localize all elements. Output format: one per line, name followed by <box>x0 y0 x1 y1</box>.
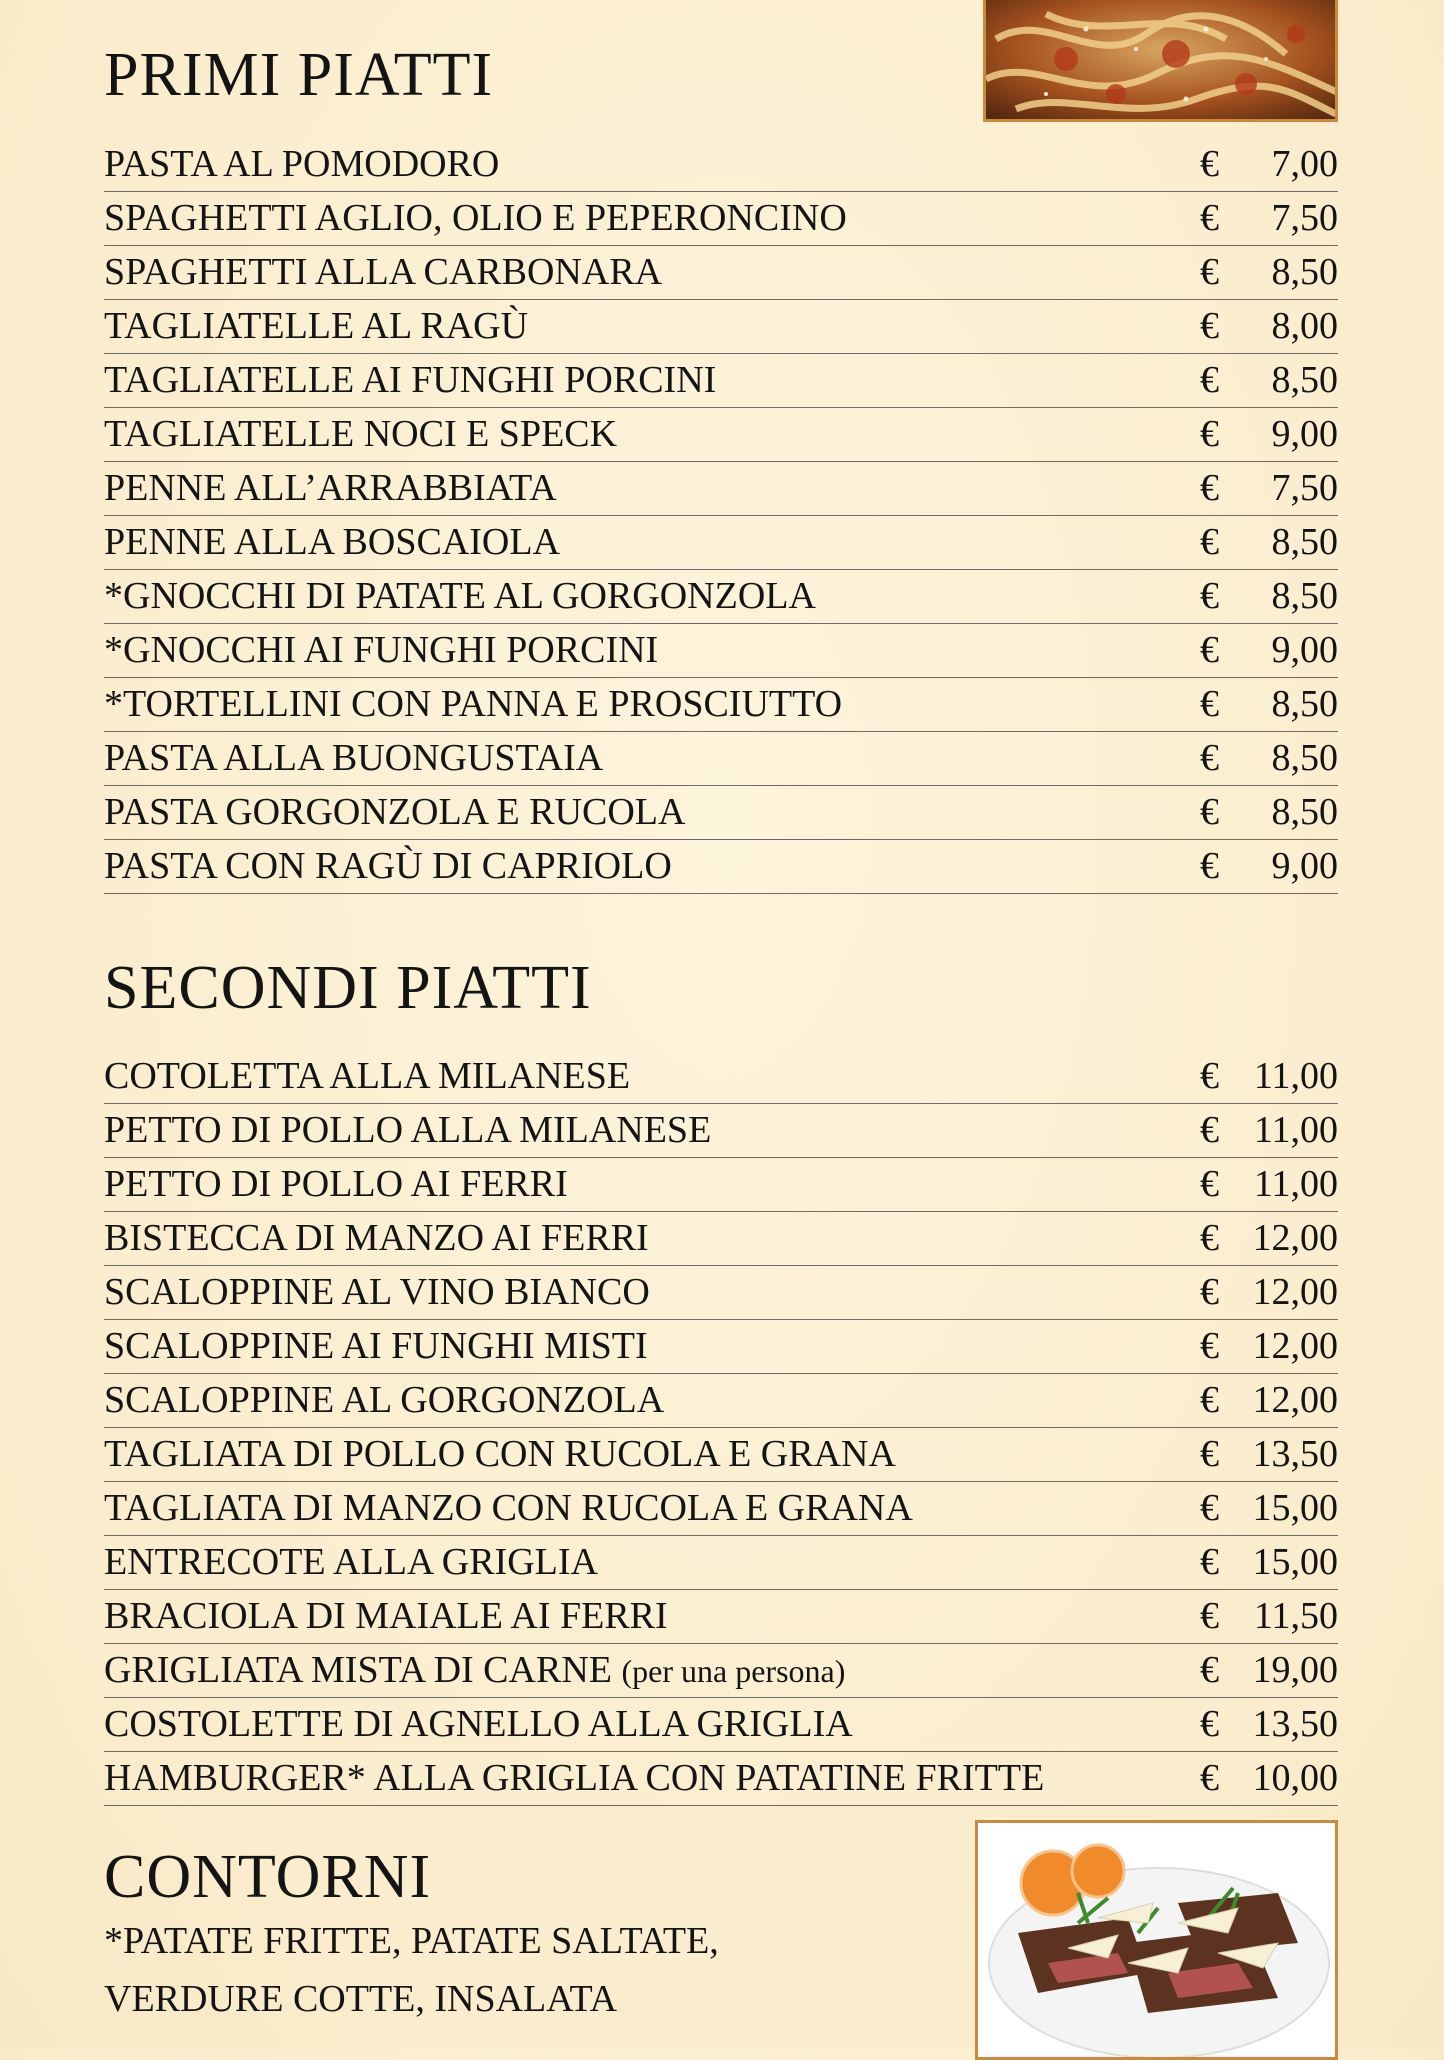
menu-item <box>104 1158 1338 1212</box>
menu-item <box>104 678 1338 732</box>
dish-price: 9,00 <box>1271 413 1338 455</box>
dish-price: 15,00 <box>1252 1541 1338 1583</box>
dish-price: 9,00 <box>1271 845 1338 887</box>
dish-price: 11,50 <box>1253 1595 1338 1637</box>
dish-name: SCALOPPINE AI FUNGHI MISTI <box>104 1325 648 1367</box>
euro-sign: € <box>1200 1703 1219 1745</box>
euro-sign: € <box>1200 1163 1219 1205</box>
dish-name: PENNE ALLA BOSCAIOLA <box>104 521 561 563</box>
dish-price: 8,50 <box>1271 251 1338 293</box>
euro-sign: € <box>1200 629 1219 671</box>
menu-item <box>104 840 1338 894</box>
dish-name: PASTA CON RAGÙ DI CAPRIOLO <box>104 845 672 887</box>
dish-price: 11,00 <box>1253 1055 1338 1097</box>
dish-price: 7,00 <box>1271 143 1338 185</box>
euro-sign: € <box>1200 359 1219 401</box>
dish-name: PASTA GORGONZOLA E RUCOLA <box>104 791 686 833</box>
dish-price: 8,50 <box>1271 359 1338 401</box>
menu-item <box>104 1104 1338 1158</box>
pasta-illustration <box>986 0 1338 122</box>
secondi-title: SECONDI PIATTI <box>104 954 592 1022</box>
dish-price: 12,00 <box>1252 1379 1338 1421</box>
dish-name: BISTECCA DI MANZO AI FERRI <box>104 1217 649 1259</box>
dish-price: 8,50 <box>1271 737 1338 779</box>
dish-name: ENTRECOTE ALLA GRIGLIA <box>104 1541 598 1583</box>
euro-sign: € <box>1200 1217 1219 1259</box>
menu-item <box>104 300 1338 354</box>
euro-sign: € <box>1200 1055 1219 1097</box>
contorni-line-2: VERDURE COTTE, INSALATA <box>104 1978 618 2020</box>
dish-name: SPAGHETTI ALLA CARBONARA <box>104 251 663 293</box>
menu-item <box>104 1320 1338 1374</box>
dish-price: 13,50 <box>1252 1433 1338 1475</box>
euro-sign: € <box>1200 197 1219 239</box>
dish-name: COSTOLETTE DI AGNELLO ALLA GRIGLIA <box>104 1703 853 1745</box>
dish-price: 12,00 <box>1252 1325 1338 1367</box>
pasta-photo <box>983 0 1338 122</box>
dish-name: *GNOCCHI DI PATATE AL GORGONZOLA <box>104 575 816 617</box>
menu-item <box>104 570 1338 624</box>
menu-item <box>104 624 1338 678</box>
dish-price: 8,50 <box>1271 683 1338 725</box>
euro-sign: € <box>1200 143 1219 185</box>
dish-price: 12,00 <box>1252 1217 1338 1259</box>
primi-title: PRIMI PIATTI <box>104 41 494 109</box>
menu-item <box>104 1428 1338 1482</box>
dish-name: *GNOCCHI AI FUNGHI PORCINI <box>104 629 659 671</box>
menu-item <box>104 516 1338 570</box>
dish-name: PASTA AL POMODORO <box>104 143 500 185</box>
secondi-list <box>104 1050 1338 1806</box>
dish-name: TAGLIATA DI POLLO CON RUCOLA E GRANA <box>104 1433 896 1475</box>
menu-item <box>104 1212 1338 1266</box>
dish-name: SCALOPPINE AL GORGONZOLA <box>104 1379 665 1421</box>
dish-price: 10,00 <box>1252 1757 1338 1799</box>
dish-price: 8,50 <box>1271 575 1338 617</box>
dish-name: PETTO DI POLLO ALLA MILANESE <box>104 1109 712 1151</box>
euro-sign: € <box>1200 1379 1219 1421</box>
dish-name: TAGLIATELLE AI FUNGHI PORCINI <box>104 359 717 401</box>
menu-item <box>104 1644 1338 1698</box>
dish-name-text: GRIGLIATA MISTA DI CARNE <box>104 1649 612 1691</box>
dish-name: SCALOPPINE AL VINO BIANCO <box>104 1271 650 1313</box>
dish-price: 19,00 <box>1252 1649 1338 1691</box>
menu-item <box>104 462 1338 516</box>
dish-name: TAGLIATELLE AL RAGÙ <box>104 305 529 347</box>
euro-sign: € <box>1200 1487 1219 1529</box>
menu-item <box>104 138 1338 192</box>
dish-name: COTOLETTA ALLA MILANESE <box>104 1055 631 1097</box>
dish-name: TAGLIATELLE NOCI E SPECK <box>104 413 618 455</box>
euro-sign: € <box>1200 1595 1219 1637</box>
euro-sign: € <box>1200 683 1219 725</box>
dish-price: 12,00 <box>1252 1271 1338 1313</box>
dish-price: 15,00 <box>1252 1487 1338 1529</box>
euro-sign: € <box>1200 1433 1219 1475</box>
euro-sign: € <box>1200 845 1219 887</box>
contorni-line-1: *PATATE FRITTE, PATATE SALTATE, <box>104 1920 719 1962</box>
euro-sign: € <box>1200 1757 1219 1799</box>
menu-item <box>104 1374 1338 1428</box>
dish-price: 8,50 <box>1271 521 1338 563</box>
euro-sign: € <box>1200 1325 1219 1367</box>
euro-sign: € <box>1200 305 1219 347</box>
euro-sign: € <box>1200 575 1219 617</box>
menu-item <box>104 1482 1338 1536</box>
euro-sign: € <box>1200 467 1219 509</box>
dish-price: 7,50 <box>1271 197 1338 239</box>
tagliata-illustration <box>978 1823 1338 2060</box>
dish-name: PETTO DI POLLO AI FERRI <box>104 1163 568 1205</box>
dish-name: HAMBURGER* ALLA GRIGLIA CON PATATINE FRITTE <box>104 1757 1045 1799</box>
menu-item <box>104 732 1338 786</box>
dish-price: 13,50 <box>1252 1703 1338 1745</box>
primi-list <box>104 138 1338 894</box>
dish-price: 8,50 <box>1271 791 1338 833</box>
dish-name: TAGLIATA DI MANZO CON RUCOLA E GRANA <box>104 1487 913 1529</box>
dish-name: PENNE ALL’ARRABBIATA <box>104 467 557 509</box>
menu-item <box>104 354 1338 408</box>
dish-name: *TORTELLINI CON PANNA E PROSCIUTTO <box>104 683 843 725</box>
menu-item <box>104 1698 1338 1752</box>
euro-sign: € <box>1200 1541 1219 1583</box>
dish-price: 8,00 <box>1271 305 1338 347</box>
dish-price: 7,50 <box>1271 467 1338 509</box>
tagliata-photo <box>975 1820 1338 2060</box>
dish-note: (per una persona) <box>621 1653 846 1689</box>
euro-sign: € <box>1200 251 1219 293</box>
menu-item <box>104 1050 1338 1104</box>
euro-sign: € <box>1200 1271 1219 1313</box>
dish-price: 11,00 <box>1253 1109 1338 1151</box>
dish-name <box>104 1651 1200 1689</box>
menu-item <box>104 192 1338 246</box>
dish-name: PASTA ALLA BUONGUSTAIA <box>104 737 604 779</box>
menu-item <box>104 1536 1338 1590</box>
menu-item <box>104 1752 1338 1806</box>
contorni-title: CONTORNI <box>104 1843 432 1911</box>
menu-item <box>104 786 1338 840</box>
euro-sign: € <box>1200 1109 1219 1151</box>
menu-item <box>104 1590 1338 1644</box>
euro-sign: € <box>1200 1649 1219 1691</box>
dish-price: 11,00 <box>1253 1163 1338 1205</box>
euro-sign: € <box>1200 737 1219 779</box>
menu-item <box>104 246 1338 300</box>
dish-price: 9,00 <box>1271 629 1338 671</box>
menu-item <box>104 408 1338 462</box>
dish-name: BRACIOLA DI MAIALE AI FERRI <box>104 1595 668 1637</box>
euro-sign: € <box>1200 413 1219 455</box>
euro-sign: € <box>1200 791 1219 833</box>
euro-sign: € <box>1200 521 1219 563</box>
dish-name: SPAGHETTI AGLIO, OLIO E PEPERONCINO <box>104 197 847 239</box>
menu-item <box>104 1266 1338 1320</box>
